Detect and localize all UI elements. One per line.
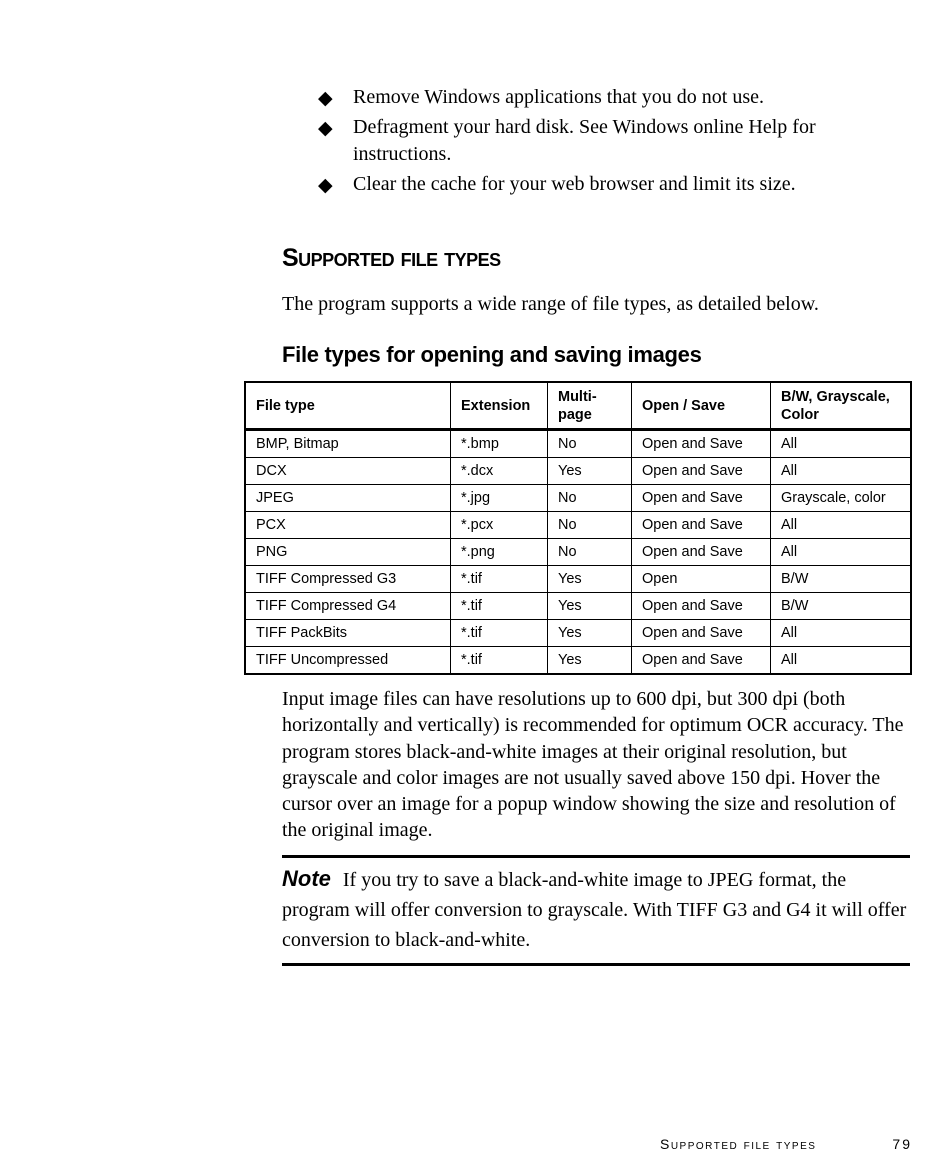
table-cell: TIFF Uncompressed [245,647,451,675]
table-row [245,485,911,512]
table-cell: No [548,430,632,458]
table-cell: *.tif [451,620,548,647]
table-cell: DCX [245,458,451,485]
table-cell: All [771,539,912,566]
table-cell: Open and Save [632,593,771,620]
bullet-item [318,84,918,111]
note-box [282,855,910,966]
note-text: If you try to save a black-and-white image to JPEG format, the program will offer conversion to grayscale. With TIFF G3 and G4 it will offer conversion to black-and-white. [282,869,907,951]
table-row [245,593,911,620]
table-cell: All [771,620,912,647]
table-row [245,458,911,485]
page-footer [660,1136,912,1152]
bullet-item [318,171,918,198]
table-cell: Grayscale, color [771,485,912,512]
table-cell: All [771,430,912,458]
column-header-multipage: Multi-page [548,382,632,430]
footer-title: Supported file types [660,1136,817,1152]
table-cell: Yes [548,647,632,675]
table-cell: Open and Save [632,647,771,675]
page-number: 79 [892,1136,912,1152]
bullet-text: Defragment your hard disk. See Windows online Help for instructions. [353,116,816,165]
table-row [245,539,911,566]
table-cell: TIFF PackBits [245,620,451,647]
file-types-table [244,381,912,675]
table-cell: Open and Save [632,620,771,647]
bullet-list [318,84,918,201]
table-body [245,430,911,675]
column-header-open-save: Open / Save [632,382,771,430]
intro-paragraph: The program supports a wide range of file types, as detailed below. [282,293,819,315]
table-cell: Open and Save [632,430,771,458]
table-cell: Yes [548,458,632,485]
diamond-bullet-icon: ◆ [318,117,333,139]
bullet-text: Clear the cache for your web browser and limit its size. [353,173,796,195]
table-cell: Open and Save [632,485,771,512]
table-cell: All [771,458,912,485]
table-cell: BMP, Bitmap [245,430,451,458]
bullet-item [318,114,918,168]
column-header-extension: Extension [451,382,548,430]
table-cell: *.tif [451,647,548,675]
table-cell: B/W [771,566,912,593]
table-cell: No [548,512,632,539]
table-cell: All [771,647,912,675]
table-cell: *.pcx [451,512,548,539]
table-row [245,430,911,458]
table-cell: *.dcx [451,458,548,485]
table-row [245,512,911,539]
table-cell: *.tif [451,566,548,593]
table-cell: TIFF Compressed G4 [245,593,451,620]
table-row [245,566,911,593]
table-cell: Yes [548,593,632,620]
table-row [245,647,911,675]
body-paragraph: Input image files can have resolutions up to 600 dpi, but 300 dpi (both horizontally and vertically) is recommended for optimum OCR accuracy. The program stores black-and-white images at their original resolution, but grayscale and color images are not usually saved above 150 dpi. Hover the cursor over an image for a popup window showing the size and resolution of the original image. [282,688,904,842]
table-cell: No [548,539,632,566]
table-cell: All [771,512,912,539]
table-cell: PCX [245,512,451,539]
column-header-file-type: File type [245,382,451,430]
table-cell: JPEG [245,485,451,512]
table-cell: No [548,485,632,512]
table-header-row [245,382,911,430]
table-cell: B/W [771,593,912,620]
table-cell: PNG [245,539,451,566]
table-cell: Open and Save [632,539,771,566]
table-cell: *.tif [451,593,548,620]
table-cell: Yes [548,620,632,647]
table-cell: Open and Save [632,512,771,539]
table-cell: Open and Save [632,458,771,485]
table-row [245,620,911,647]
table-heading: File types for opening and saving images [282,342,702,367]
column-header-color-mode: B/W, Grayscale, Color [771,382,912,430]
table-cell: *.jpg [451,485,548,512]
table-cell: TIFF Compressed G3 [245,566,451,593]
table-cell: *.png [451,539,548,566]
table-cell: Yes [548,566,632,593]
diamond-bullet-icon: ◆ [318,87,333,109]
diamond-bullet-icon: ◆ [318,174,333,196]
bullet-text: Remove Windows applications that you do not use. [353,86,764,108]
note-label: Note [282,866,331,891]
section-heading: Supported file types [282,244,501,272]
table-cell: Open [632,566,771,593]
table-cell: *.bmp [451,430,548,458]
